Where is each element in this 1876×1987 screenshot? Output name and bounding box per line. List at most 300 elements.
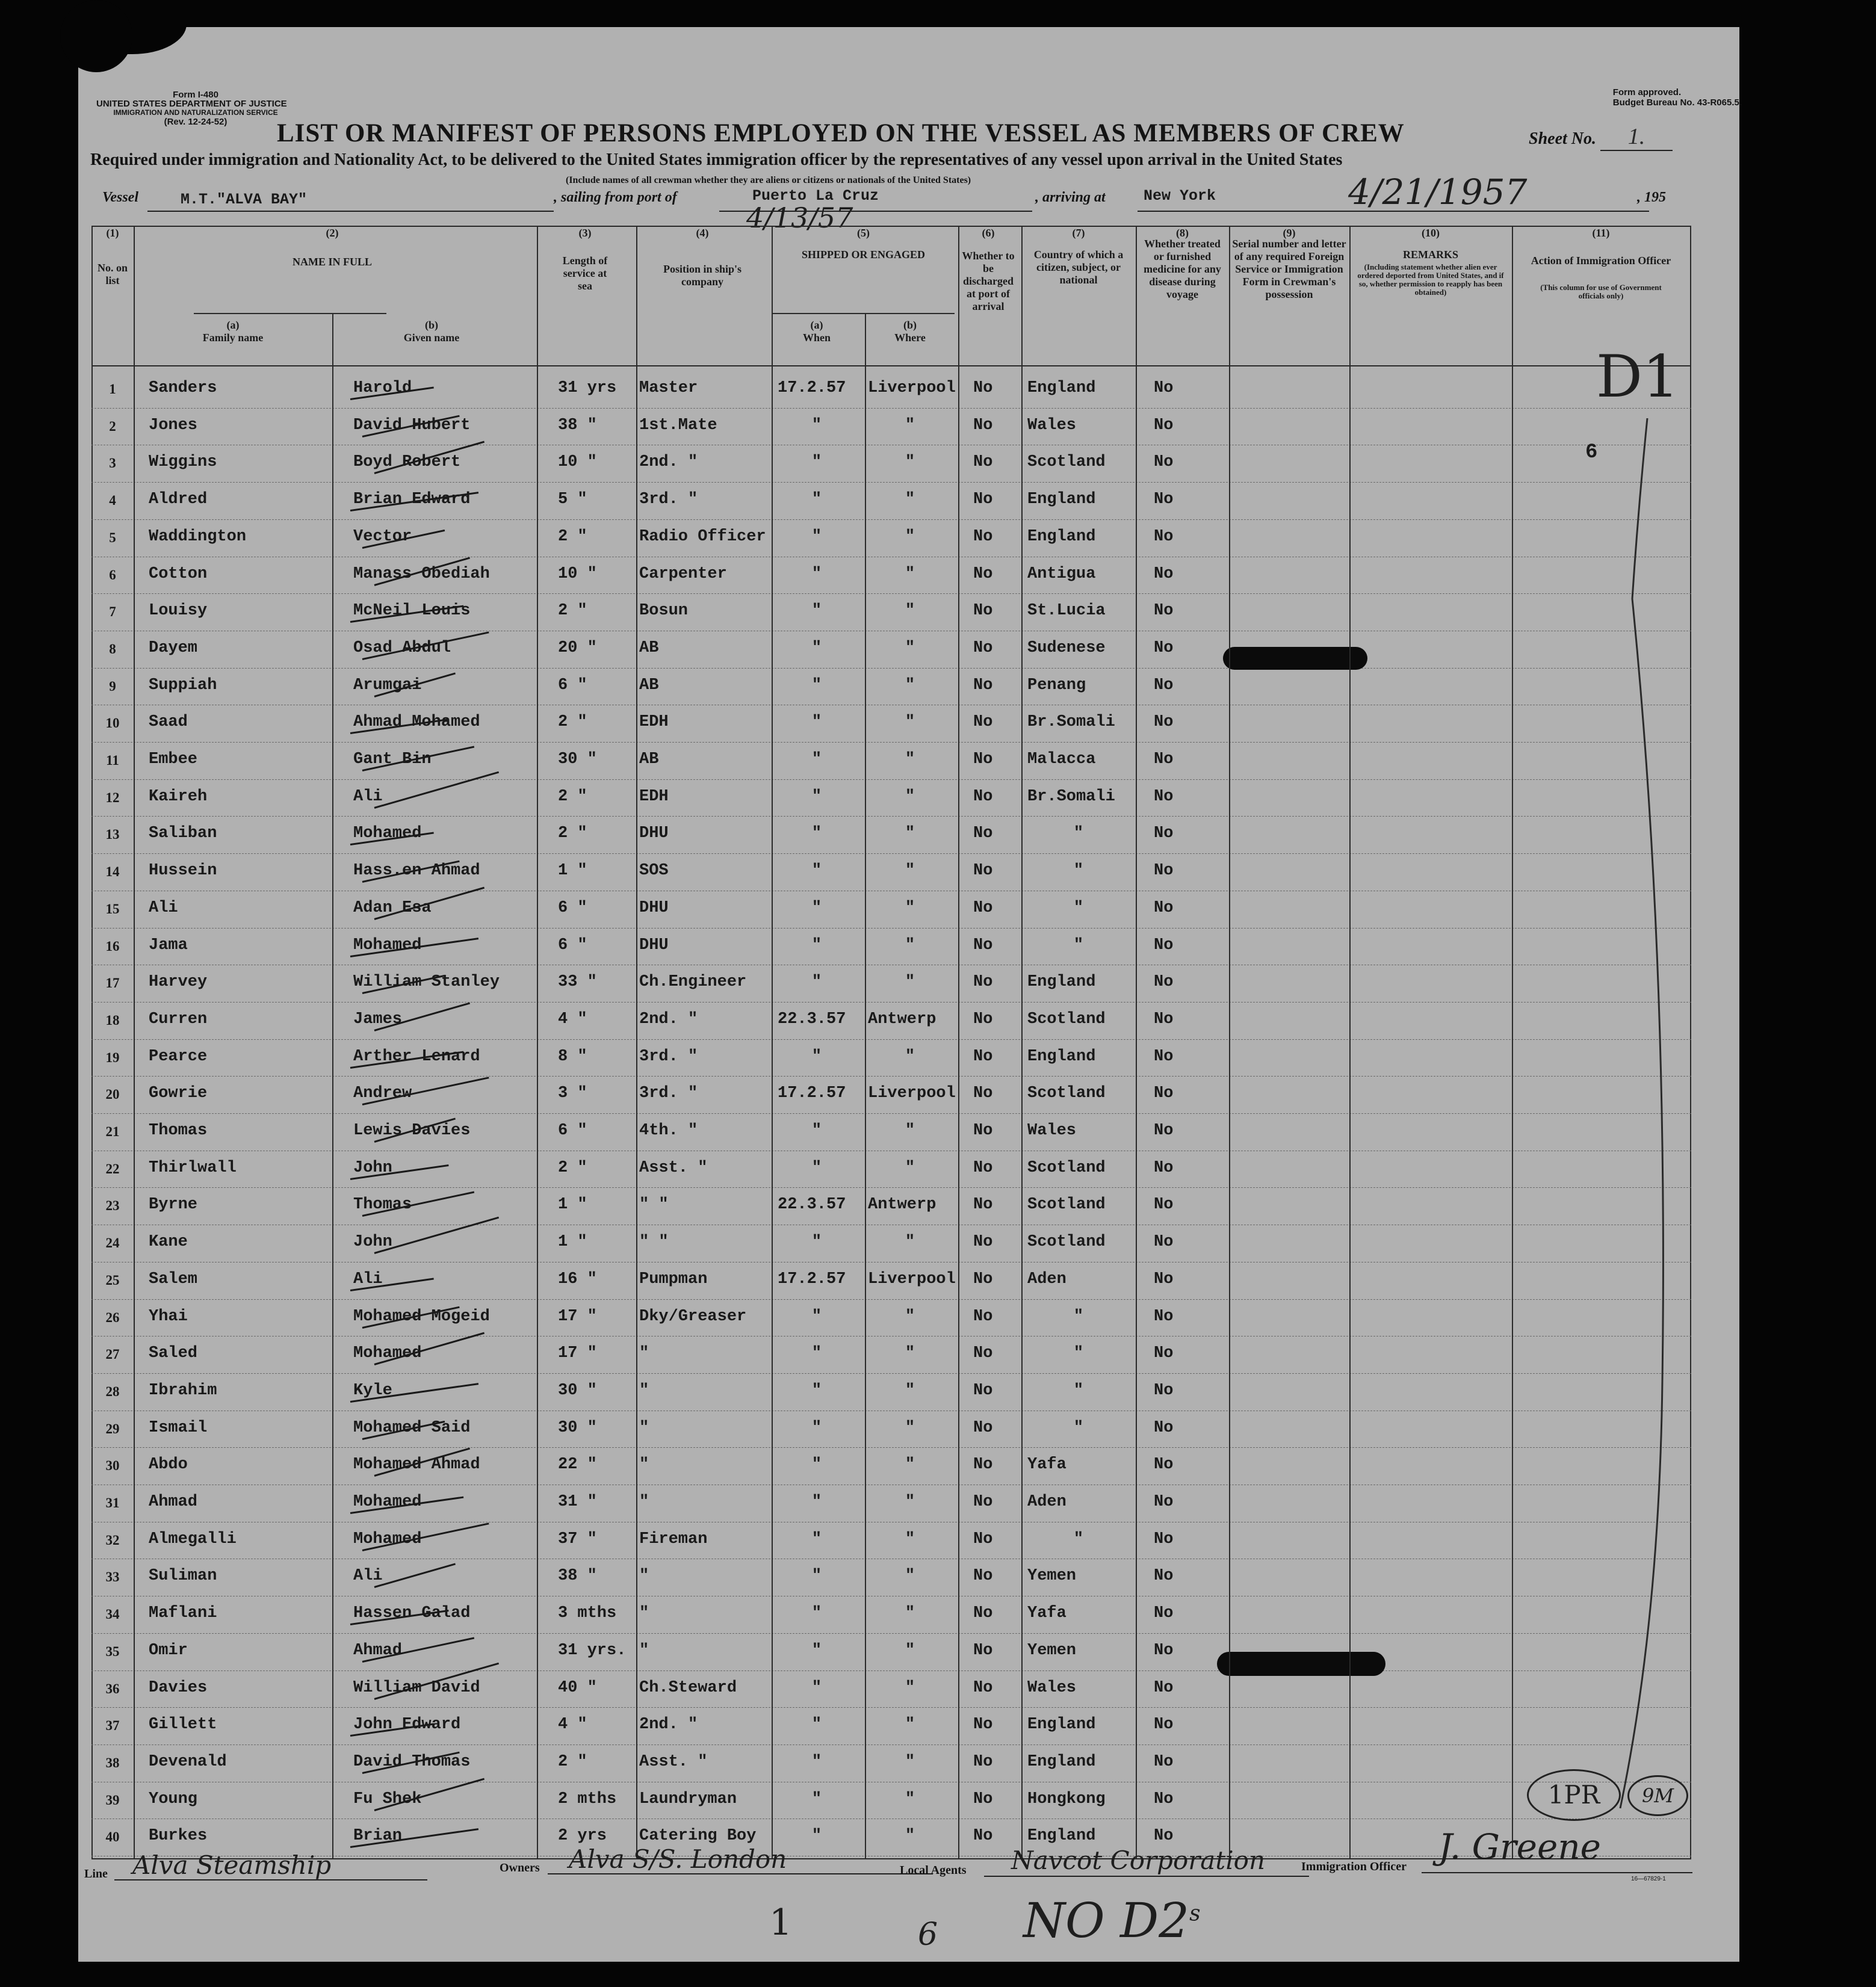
length-of-service-cell: 10 " <box>558 564 597 583</box>
family-name-cell: Suliman <box>149 1567 217 1586</box>
shipped-where-cell: " <box>905 1790 915 1808</box>
given-name-cell: Hass.en Ahmad <box>353 862 480 880</box>
shipped-when-cell: " <box>811 1790 822 1808</box>
discharged-cell: No <box>973 898 993 917</box>
shipped-when-cell: " <box>811 1381 822 1400</box>
given-name-cell: Mohamed <box>353 1493 422 1511</box>
shipped-when-cell: " <box>811 1827 822 1846</box>
sheet-label: Sheet No. <box>1529 129 1596 148</box>
row-number: 34 <box>105 1607 120 1622</box>
discharged-cell: No <box>973 1493 993 1511</box>
vessel-name: M.T."ALVA BAY" <box>181 191 308 208</box>
position-cell: Carpenter <box>639 564 727 583</box>
length-of-service-cell: 2 " <box>558 713 587 732</box>
country-cell: Scotland <box>1027 1084 1106 1103</box>
country-cell: Aden <box>1027 1493 1066 1511</box>
treated-cell: No <box>1154 1641 1174 1660</box>
owners-label: Owners <box>500 1861 540 1874</box>
discharged-cell: No <box>973 676 993 694</box>
position-cell: 1st.Mate <box>639 416 717 434</box>
given-name-cell: John Edward <box>353 1716 461 1734</box>
shipped-when-cell: 17.2.57 <box>778 1270 846 1288</box>
col-family-letter: (a) <box>226 319 240 331</box>
treated-cell: No <box>1154 1047 1174 1066</box>
country-cell: " <box>1073 1418 1084 1437</box>
country-cell: " <box>1073 862 1084 880</box>
length-of-service-cell: 6 " <box>558 676 587 694</box>
document-title: LIST OR MANIFEST OF PERSONS EMPLOYED ON THE VESSEL AS MEMBERS OF CREW <box>277 119 1405 147</box>
department-name: UNITED STATES DEPARTMENT OF JUSTICE <box>96 99 287 109</box>
arrival-date: 4/21/1957 <box>1348 172 1528 212</box>
row-number: 32 <box>105 1532 120 1548</box>
treated-cell: No <box>1154 713 1174 732</box>
length-of-service-cell: 2 " <box>558 824 587 843</box>
shipped-when-cell: " <box>811 676 822 694</box>
country-cell: Br.Somali <box>1027 713 1115 732</box>
treated-cell: No <box>1154 936 1174 954</box>
position-cell: Laundryman <box>639 1790 737 1808</box>
row-number: 1 <box>109 382 116 397</box>
form-approval <box>1613 87 1742 108</box>
treated-cell: No <box>1154 490 1174 509</box>
discharged-cell: No <box>973 638 993 657</box>
treated-cell: No <box>1154 1456 1174 1474</box>
country-cell: England <box>1027 379 1096 397</box>
position-cell: Catering Boy <box>639 1827 757 1846</box>
immigration-officer-signature: J. Greene <box>1438 1826 1602 1867</box>
shipped-where-cell: " <box>905 602 915 620</box>
discharged-cell: No <box>973 1530 993 1548</box>
family-name-cell: Hussein <box>149 862 217 880</box>
shipped-where-cell: " <box>905 862 915 880</box>
row-number: 31 <box>105 1495 120 1510</box>
owners-value: Alva S/S. London <box>569 1844 787 1874</box>
treated-cell: No <box>1154 898 1174 917</box>
length-of-service-cell: 6 " <box>558 898 587 917</box>
length-of-service-cell: 30 " <box>558 1381 597 1400</box>
discharged-cell: No <box>973 973 993 992</box>
family-name-cell: Burkes <box>149 1827 208 1846</box>
discharged-cell: No <box>973 1196 993 1214</box>
treated-cell: No <box>1154 1196 1174 1214</box>
country-cell: " <box>1073 898 1084 917</box>
stamp-9m: 9M <box>1627 1775 1688 1816</box>
treated-cell: No <box>1154 1010 1174 1028</box>
position-cell: Ch.Steward <box>639 1678 737 1697</box>
length-of-service-cell: 1 " <box>558 862 587 880</box>
shipped-when-cell: 17.2.57 <box>778 379 846 397</box>
shipped-when-cell: " <box>811 1604 822 1623</box>
given-name-cell: Harold <box>353 379 412 397</box>
departure-port: Puerto La Cruz <box>752 187 879 205</box>
country-cell: Scotland <box>1027 1233 1106 1252</box>
row-number: 15 <box>105 901 120 916</box>
col-serial-number: Serial number and letter of any required Foreign Service or Immigration Form in Crewman's possession <box>1232 238 1346 300</box>
row-number: 3 <box>109 456 116 471</box>
length-of-service-cell: 22 " <box>558 1456 597 1474</box>
treated-cell: No <box>1154 416 1174 434</box>
position-cell: 2nd. " <box>639 453 698 472</box>
discharged-cell: No <box>973 602 993 620</box>
discharged-cell: No <box>973 564 993 583</box>
given-name-cell: Gant Bin <box>353 750 432 768</box>
treated-cell: No <box>1154 638 1174 657</box>
shipped-when-cell: " <box>811 1493 822 1511</box>
position-cell: DHU <box>639 936 669 954</box>
shipped-where-cell: " <box>905 750 915 768</box>
shipped-where-cell: " <box>905 1381 915 1400</box>
stamp-1pr: 1PR <box>1527 1769 1621 1821</box>
length-of-service-cell: 2 " <box>558 602 587 620</box>
family-name-cell: Pearce <box>149 1047 208 1066</box>
form-revision: (Rev. 12-24-52) <box>164 117 228 127</box>
given-name-cell: McNeil Louis <box>353 602 471 620</box>
col-country: Country of which a citizen, subject, or national <box>1033 249 1124 286</box>
row-number: 16 <box>105 938 120 954</box>
given-name-cell: Ali <box>353 1567 383 1586</box>
length-of-service-cell: 4 " <box>558 1716 587 1734</box>
position-cell: DHU <box>639 898 669 917</box>
given-name-cell: David Hubert <box>353 416 471 434</box>
shipped-when-cell: " <box>811 1456 822 1474</box>
discharged-cell: No <box>973 1604 993 1623</box>
form-number: Form I-480 <box>173 90 218 100</box>
position-cell: 4th. " <box>639 1122 698 1140</box>
given-name-cell: Brian Edward <box>353 490 471 509</box>
position-cell: " <box>639 1493 649 1511</box>
given-name-cell: Mohamed Mogeid <box>353 1307 490 1326</box>
shipped-when-cell: " <box>811 1418 822 1437</box>
family-name-cell: Jones <box>149 416 198 434</box>
length-of-service-cell: 30 " <box>558 1418 597 1437</box>
given-name-cell: Mohamed <box>353 1530 422 1548</box>
local-agents-value: Navcot Corporation <box>1011 1846 1265 1875</box>
shipped-where-cell: " <box>905 713 915 732</box>
action-count: 6 <box>1585 441 1598 464</box>
discharged-cell: No <box>973 490 993 509</box>
shipped-where-cell: " <box>905 1307 915 1326</box>
treated-cell: No <box>1154 750 1174 768</box>
shipped-where-cell: " <box>905 1418 915 1437</box>
length-of-service-cell: 17 " <box>558 1307 597 1326</box>
col-given-name: Given name <box>403 332 460 344</box>
given-name-cell: Mohamed <box>353 1344 422 1363</box>
treated-cell: No <box>1154 1381 1174 1400</box>
family-name-cell: Gillett <box>149 1716 217 1734</box>
arriving-label: , arriving at <box>1035 190 1106 205</box>
position-cell: " <box>639 1381 649 1400</box>
row-number: 36 <box>105 1681 120 1696</box>
family-name-cell: Saled <box>149 1344 198 1363</box>
given-name-cell: Ali <box>353 787 383 806</box>
row-number: 4 <box>109 493 116 508</box>
col-7-number: (7) <box>1072 227 1085 239</box>
col-where: Where <box>894 332 926 344</box>
shipped-where-cell: " <box>905 898 915 917</box>
position-cell: DHU <box>639 824 669 843</box>
shipped-when-cell: " <box>811 713 822 732</box>
col-position: Position in ship's company <box>663 263 742 288</box>
immigration-officer-label: Immigration Officer <box>1301 1860 1407 1873</box>
shipped-where-cell: " <box>905 1604 915 1623</box>
row-number: 28 <box>105 1383 120 1399</box>
shipped-when-cell: " <box>811 1344 822 1363</box>
discharged-cell: No <box>973 1678 993 1697</box>
col-4-number: (4) <box>696 227 709 239</box>
given-name-cell: William David <box>353 1678 480 1697</box>
row-number: 6 <box>109 567 116 583</box>
country-cell: England <box>1027 1047 1096 1066</box>
country-cell: " <box>1073 936 1084 954</box>
family-name-cell: Ali <box>149 898 178 917</box>
family-name-cell: Harvey <box>149 973 208 992</box>
shipped-where-cell: Antwerp <box>868 1010 936 1028</box>
given-name-cell: Ahmad Mohamed <box>353 713 480 732</box>
row-number: 18 <box>105 1012 120 1028</box>
local-agents-label: Local Agents <box>900 1864 967 1877</box>
country-cell: England <box>1027 1752 1096 1771</box>
shipped-where-cell: " <box>905 824 915 843</box>
shipped-where-cell: " <box>905 1530 915 1548</box>
given-name-cell: Mohamed Ahmad <box>353 1456 480 1474</box>
position-cell: Radio Officer <box>639 527 766 546</box>
service-name: IMMIGRATION AND NATURALIZATION SERVICE <box>113 108 278 117</box>
shipped-where-cell: " <box>905 490 915 509</box>
family-name-cell: Louisy <box>149 602 208 620</box>
discharged-cell: No <box>973 1010 993 1028</box>
given-name-cell: Kyle <box>353 1381 392 1400</box>
col-action-note: (This column for use of Government officials only) <box>1540 283 1662 300</box>
given-name-cell: James <box>353 1010 403 1028</box>
position-cell: AB <box>639 638 659 657</box>
given-name-check-mark <box>374 1217 499 1254</box>
treated-cell: No <box>1154 564 1174 583</box>
shipped-when-cell: " <box>811 1530 822 1548</box>
col-3-number: (3) <box>578 227 592 239</box>
family-name-cell: Saad <box>149 713 188 732</box>
col-10-number: (10) <box>1422 227 1440 239</box>
given-name-cell: Ali <box>353 1270 383 1288</box>
position-cell: SOS <box>639 862 669 880</box>
row-number: 11 <box>106 753 119 768</box>
treated-cell: No <box>1154 527 1174 546</box>
row-number: 29 <box>105 1421 120 1436</box>
discharged-cell: No <box>973 1716 993 1734</box>
shipped-when-cell: " <box>811 973 822 992</box>
length-of-service-cell: 31 " <box>558 1493 597 1511</box>
given-name-cell: Mohamed <box>353 936 422 954</box>
position-cell: Dky/Greaser <box>639 1307 747 1326</box>
col-8-number: (8) <box>1176 227 1189 239</box>
row-number: 39 <box>105 1792 120 1808</box>
country-cell: Wales <box>1027 416 1077 434</box>
discharged-cell: No <box>973 824 993 843</box>
position-cell: AB <box>639 676 659 694</box>
redaction-row-8 <box>1223 647 1367 670</box>
discharged-cell: No <box>973 379 993 397</box>
treated-cell: No <box>1154 1418 1174 1437</box>
given-name-cell: John <box>353 1233 392 1252</box>
shipped-when-cell: " <box>811 750 822 768</box>
col-when: When <box>802 332 831 344</box>
row-number: 9 <box>109 678 116 694</box>
length-of-service-cell: 38 " <box>558 416 597 434</box>
shipped-when-cell: " <box>811 936 822 954</box>
row-number: 7 <box>109 604 116 620</box>
shipped-where-cell: " <box>905 527 915 546</box>
row-number: 14 <box>105 864 120 880</box>
shipped-when-cell: " <box>811 564 822 583</box>
length-of-service-cell: 31 yrs <box>558 379 617 397</box>
country-cell: Malacca <box>1027 750 1096 768</box>
position-cell: " " <box>639 1196 669 1214</box>
family-name-cell: Byrne <box>149 1196 198 1214</box>
discharged-cell: No <box>973 1456 993 1474</box>
treated-cell: No <box>1154 824 1174 843</box>
discharged-cell: No <box>973 1084 993 1103</box>
discharged-cell: No <box>973 1158 993 1177</box>
country-cell: Yafa <box>1027 1604 1066 1623</box>
country-cell: Hongkong <box>1027 1790 1106 1808</box>
shipped-where-cell: " <box>905 564 915 583</box>
shipped-when-cell: " <box>811 1678 822 1697</box>
shipped-when-cell: " <box>811 602 822 620</box>
length-of-service-cell: 2 " <box>558 527 587 546</box>
row-number: 24 <box>105 1235 120 1251</box>
shipped-where-cell: " <box>905 416 915 434</box>
shipped-where-cell: " <box>905 1752 915 1771</box>
shipped-when-cell: " <box>811 527 822 546</box>
year-suffix: , 195 <box>1637 190 1666 205</box>
document-subtitle: Required under immigration and Nationality Act, to be delivered to the United States immigration officer by the representatives of any vessel upon arrival in the United States <box>90 150 1343 169</box>
col-6-number: (6) <box>982 227 995 239</box>
sailing-date: 4/13/57 <box>746 202 853 234</box>
position-cell: " <box>639 1641 649 1660</box>
discharged-cell: No <box>973 713 993 732</box>
length-of-service-cell: 40 " <box>558 1678 597 1697</box>
given-name-cell: Fu Shek <box>353 1790 422 1808</box>
shipped-when-cell: " <box>811 787 822 806</box>
bottom-note <box>1023 1893 1201 1948</box>
treated-cell: No <box>1154 1122 1174 1140</box>
discharged-cell: No <box>973 1752 993 1771</box>
length-of-service-cell: 38 " <box>558 1567 597 1586</box>
country-cell: " <box>1073 1381 1084 1400</box>
length-of-service-cell: 16 " <box>558 1270 597 1288</box>
shipped-when-cell: " <box>811 1047 822 1066</box>
length-of-service-cell: 10 " <box>558 453 597 472</box>
given-name-cell: Brian <box>353 1827 403 1846</box>
row-number: 25 <box>105 1272 120 1288</box>
position-cell: Asst. " <box>639 1158 708 1177</box>
length-of-service-cell: 2 " <box>558 1752 587 1771</box>
shipped-where-cell: " <box>905 453 915 472</box>
row-number: 37 <box>105 1718 120 1734</box>
family-name-cell: Kane <box>149 1233 188 1252</box>
action-d1-mark: D1 <box>1596 343 1680 410</box>
row-number: 21 <box>105 1124 120 1139</box>
shipped-when-cell: " <box>811 453 822 472</box>
position-cell: EDH <box>639 713 669 732</box>
given-name-cell: David Thomas <box>353 1752 471 1771</box>
given-name-cell: Arther Lenard <box>353 1047 480 1066</box>
family-name-cell: Omir <box>149 1641 188 1660</box>
shipped-where-cell: " <box>905 1678 915 1697</box>
shipped-when-cell: " <box>811 1158 822 1177</box>
given-name-cell: John <box>353 1158 392 1177</box>
country-cell: England <box>1027 490 1096 509</box>
given-name-cell: Vector <box>353 527 412 546</box>
treated-cell: No <box>1154 453 1174 472</box>
col-name-in-full: NAME IN FULL <box>292 256 372 268</box>
col-9-number: (9) <box>1283 227 1296 239</box>
length-of-service-cell: 2 " <box>558 787 587 806</box>
shipped-where-cell: " <box>905 1158 915 1177</box>
shipped-where-cell: Antwerp <box>868 1196 936 1214</box>
length-of-service-cell: 3 " <box>558 1084 587 1103</box>
treated-cell: No <box>1154 1493 1174 1511</box>
bottom-mark: 1 <box>769 1902 793 1944</box>
family-name-cell: Wiggins <box>149 453 217 472</box>
position-cell: " <box>639 1604 649 1623</box>
shipped-where-cell: " <box>905 676 915 694</box>
action-bracket-line <box>1596 418 1692 1814</box>
treated-cell: No <box>1154 1567 1174 1586</box>
length-of-service-cell: 30 " <box>558 750 597 768</box>
treated-cell: No <box>1154 1530 1174 1548</box>
shipped-when-cell: " <box>811 1233 822 1252</box>
col-2-number: (2) <box>326 227 339 239</box>
bottom-note-sup: s <box>1189 1901 1201 1926</box>
col-given-letter: (b) <box>425 319 438 331</box>
position-cell: Fireman <box>639 1530 708 1548</box>
length-of-service-cell: 1 " <box>558 1233 587 1252</box>
row-number: 12 <box>105 790 120 805</box>
treated-cell: No <box>1154 973 1174 992</box>
country-cell: Scotland <box>1027 1010 1106 1028</box>
discharged-cell: No <box>973 1641 993 1660</box>
row-number: 40 <box>105 1829 120 1845</box>
country-cell: Scotland <box>1027 1158 1106 1177</box>
treated-cell: No <box>1154 602 1174 620</box>
family-name-cell: Waddington <box>149 527 247 546</box>
given-name-cell: Hassen Galad <box>353 1604 471 1623</box>
discharged-cell: No <box>973 1567 993 1586</box>
family-name-cell: Yhai <box>149 1307 188 1326</box>
shipped-where-cell: " <box>905 787 915 806</box>
shipped-where-cell: " <box>905 1641 915 1660</box>
position-cell: " <box>639 1418 649 1437</box>
given-name-cell: Mohamed Said <box>353 1418 471 1437</box>
country-cell: England <box>1027 527 1096 546</box>
length-of-service-cell: 31 yrs. <box>558 1641 627 1660</box>
position-cell: EDH <box>639 787 669 806</box>
treated-cell: No <box>1154 1270 1174 1288</box>
shipped-where-cell: " <box>905 1456 915 1474</box>
discharged-cell: No <box>973 1307 993 1326</box>
include-note: (Include names of all crewman whether they are aliens or citizens or nationals of the United States) <box>566 175 971 185</box>
length-of-service-cell: 17 " <box>558 1344 597 1363</box>
treated-cell: No <box>1154 379 1174 397</box>
col-remarks: REMARKS <box>1402 249 1458 261</box>
discharged-cell: No <box>973 1270 993 1288</box>
shipped-where-cell: Liverpool <box>868 1084 956 1103</box>
position-cell: 3rd. " <box>639 1084 698 1103</box>
row-number: 5 <box>109 530 116 545</box>
position-cell: Bosun <box>639 602 689 620</box>
row-number: 33 <box>105 1569 120 1585</box>
country-cell: " <box>1073 1344 1084 1363</box>
